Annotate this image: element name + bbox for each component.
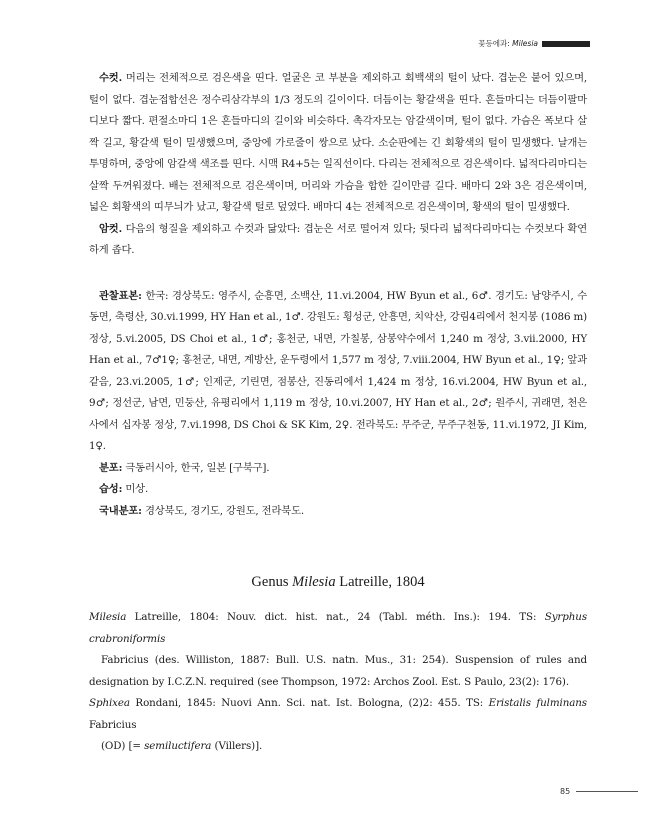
- running-header: [478, 38, 590, 49]
- male-text: 머리는 전체적으로 검은색을 띤다. 얼굴은 코 부분을 제외하고 회백색의 털이 났다. 겹눈은 붙어 있으며, 털이 없다. 겹눈접합선은 정수리삼각부의 1/3 정도의 길이이다. 더듬이는 황갈색을 띤다. 흔들마디는 더듬이팔마디보다 짧다. 편절소마디 1은 흔들마디의 길이와 비슷하다. 촉각자모는 암갈색이며, 털이 없다. 가슴은 폭보다 살짝 길고, 황갈색 털이 밀생했으며, 중앙에 가로줄이 쌍으로 났다. 소순판에는 긴 회황색의 털이 밀생했다. 날개는 투명하며, 중앙에 암갈색 색조를 띤다. 시맥 R4+5는 일직선이다. 다리는 전체적으로 검은색이다. 넓적다리마디는 살짝 두꺼워졌다. 배는 전체적으로 검은색이며, 머리와 가슴을 합한 길이만큼 길다. 배마디 2와 3은 검은색이며, 넓은 회황색의 띠무늬가 났고, 황갈색 털로 덮였다. 배마디 4는 전체적으로 검은색이며, 황색의 털이 밀생했다.: [89, 72, 587, 213]
- examined-material: [89, 286, 587, 458]
- ref-genus-name: Sphixea: [89, 697, 130, 709]
- male-description: [89, 68, 587, 219]
- male-label: 수컷.: [99, 72, 123, 84]
- genus-heading: Genus Milesia Latreille, 1804: [251, 574, 425, 590]
- page-content: [89, 68, 587, 758]
- genus-name: Milesia: [292, 574, 336, 590]
- habits: [89, 479, 587, 501]
- habits-text: 미상.: [122, 483, 149, 495]
- ref-type-species: Eristalis fulminans: [488, 697, 587, 709]
- page-footer: [560, 787, 638, 796]
- distribution-text: 극동러시아, 한국, 일본 [구북구].: [122, 461, 270, 474]
- distribution-label: 분포:: [99, 461, 123, 474]
- ref-type-species: Syrphus crabroniformis: [89, 611, 587, 645]
- header-genus: Milesia: [512, 39, 538, 48]
- distribution: [89, 458, 587, 480]
- domestic-distribution: [89, 501, 587, 523]
- header-family: 꽃등에과: Milesia: [478, 39, 538, 48]
- examined-label: 관찰표본:: [99, 289, 142, 302]
- page-number: 85: [560, 787, 571, 796]
- header-bar: [542, 41, 590, 47]
- female-text: 다음의 형질을 제외하고 수컷과 닮았다: 겹눈은 서로 떨어져 있다; 뒷다리 넓적다리마디는 수컷보다 확연하게 좁다.: [89, 222, 587, 256]
- domestic-text: 경상북도, 경기도, 강원도, 전라북도.: [141, 504, 304, 517]
- female-label: 암컷.: [99, 222, 123, 235]
- examined-text: 한국: 경상북도: 영주시, 순흥면, 소백산, 11.vi.2004, HW Byun et al., 6♂. 경기도: 남양주시, 수동면, 축령산, 30.vi.1999, HY Han et al., 1♂. 강원도: 횡성군, 안흥면, 치악산, 강림4리에서 천지봉 (1086 m) 정상, 5.vi.2005, DS Choi et al., 1♂; 홍천군, 내면, 가칠봉, 삼봉약수에서 1,240 m 정상, 3.vii.2000, HY Han et al., 7♂1♀; 홍천군, 내면, 계방산, 운두령에서 1,577 m 정상, 7.viii.2004, HW Byun et al., 1♀; 앞과 같음, 23.vi.2005, 1♂; 인제군, 기린면, 점봉산, 진동리에서 1,424 m 정상, 16.vi.2004, HW Byun et al., 9♂; 정선군, 남면, 민둥산, 유평리에서 1,119 m 정상, 10.vi.2007, HY Han et al., 2♂; 원주시, 귀래면, 천은사에서 십자봉 정상, 7.vi.1998, DS Choi & SK Kim, 2♀. 전라북도: 무주군, 무주구천동, 11.vi.1972, JI Kim, 1♀.: [89, 289, 587, 452]
- habits-label: 습성:: [99, 483, 123, 495]
- reference-milesia: Milesia Latreille, 1804: Nouv. dict. hist. nat., 24 (Tabl. méth. Ins.): 194. TS: Syrphus crabroniformis Fabricius (des. Williston, 1887: Bull. U.S. natn. Mus., 31: 254). Suspension of rules and designation by I.C.Z.N. required (see Thompson, 1972: Archos Zool. Est. S Paulo, 23(2): 176).: [89, 611, 587, 688]
- section-gap: [89, 262, 587, 286]
- female-description: [89, 219, 587, 262]
- footer-rule: [576, 791, 638, 792]
- ref-genus-name: Milesia: [89, 611, 127, 623]
- ref-synonym: semiluctifera: [144, 740, 212, 752]
- domestic-label: 국내분포:: [99, 504, 142, 517]
- reference-sphixea: Sphixea Rondani, 1845: Nuovi Ann. Sci. nat. Ist. Bologna, (2)2: 455. TS: Eristalis fulminans Fabricius (OD) [= semiluctifera (Villers)].: [89, 697, 587, 752]
